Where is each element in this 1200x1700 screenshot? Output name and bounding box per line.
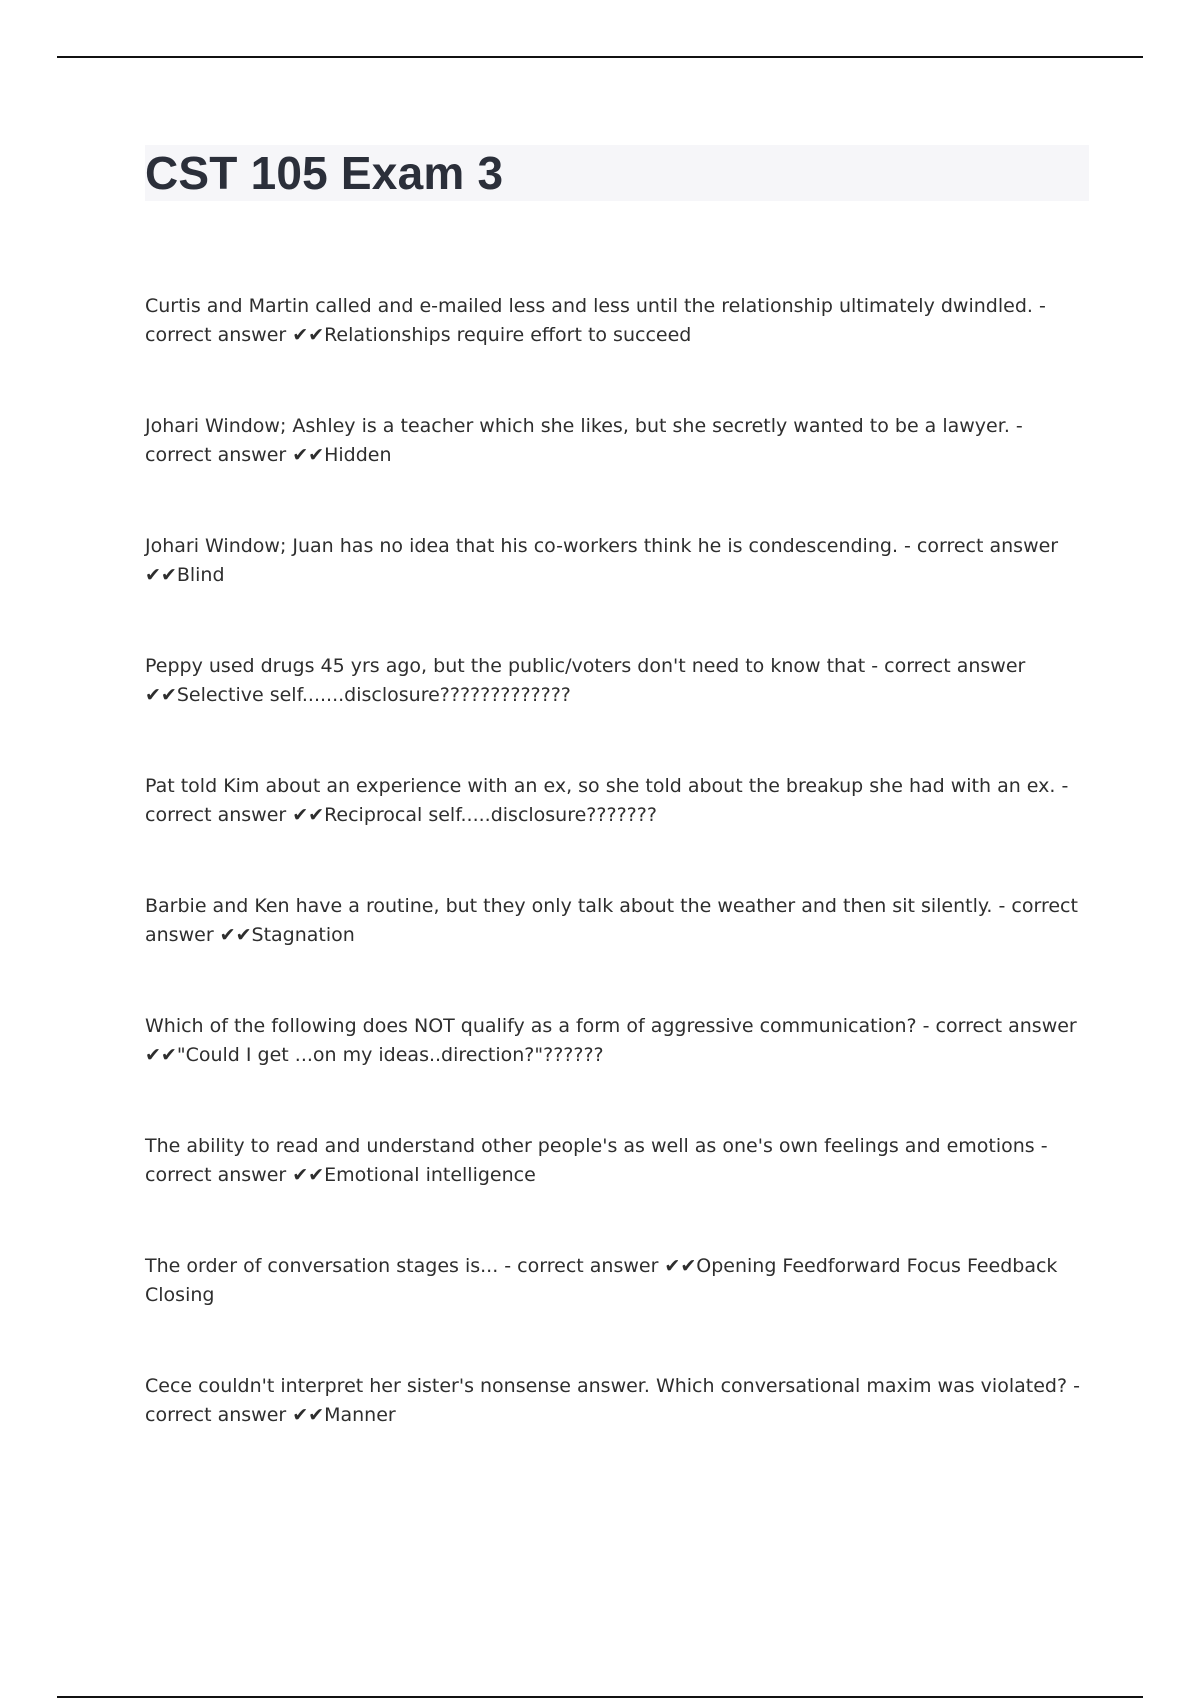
title-banner: [145, 145, 1089, 201]
qa-separator: - correct answer: [145, 775, 1069, 826]
qa-item-9: [145, 1252, 1090, 1310]
qa-answer: Blind: [176, 564, 225, 586]
qa-item-7: [145, 1012, 1090, 1070]
checkmark-icon: ✔✔: [292, 444, 325, 466]
checkmark-icon: ✔✔: [292, 804, 325, 826]
qa-question: The ability to read and understand other people's as well as one's own feelings and emotions: [145, 1135, 1035, 1157]
qa-answer: Manner: [324, 1404, 396, 1426]
qa-question: The order of conversation stages is...: [145, 1255, 499, 1277]
qa-question: Curtis and Martin called and e-mailed less and less until the relationship ultimately dwindled.: [145, 295, 1033, 317]
qa-separator: - correct answer: [145, 1135, 1048, 1186]
checkmark-icon: ✔✔: [145, 564, 177, 586]
qa-question: Cece couldn't interpret her sister's nonsense answer. Which conversational maxim was violated?: [145, 1375, 1068, 1397]
top-rule: [57, 56, 1143, 58]
qa-list: [145, 292, 1090, 1492]
qa-item-2: [145, 412, 1090, 470]
qa-separator: - correct answer: [916, 1015, 1077, 1037]
qa-separator: - correct answer: [145, 895, 1078, 946]
qa-answer: Stagnation: [251, 924, 355, 946]
qa-item-4: [145, 652, 1090, 710]
qa-answer: Hidden: [324, 444, 392, 466]
qa-question: Johari Window; Juan has no idea that his co-workers think he is condescending.: [145, 535, 898, 557]
qa-answer: Relationships require effort to succeed: [324, 324, 692, 346]
qa-separator: - correct answer: [145, 295, 1046, 346]
qa-item-10: [145, 1372, 1090, 1430]
qa-answer: Opening Feedforward Focus Feedback Closing: [145, 1255, 1058, 1306]
checkmark-icon: ✔✔: [292, 324, 325, 346]
qa-item-3: [145, 532, 1090, 590]
checkmark-icon: ✔✔: [145, 1044, 177, 1066]
qa-question: Which of the following does NOT qualify as a form of aggressive communication?: [145, 1015, 917, 1037]
bottom-rule: [57, 1696, 1143, 1698]
qa-item-5: [145, 772, 1090, 830]
qa-question: Pat told Kim about an experience with an ex, so she told about the breakup she had with an ex.: [145, 775, 1056, 797]
qa-separator: - correct answer: [498, 1255, 665, 1277]
qa-separator: - correct answer: [145, 1375, 1080, 1426]
qa-answer: "Could I get ...on my ideas..direction?"??????: [176, 1044, 604, 1066]
qa-answer: Selective self.......disclosure?????????????: [176, 684, 571, 706]
checkmark-icon: ✔✔: [664, 1255, 697, 1277]
qa-question: Johari Window; Ashley is a teacher which she likes, but she secretly wanted to be a lawyer.: [145, 415, 1010, 437]
checkmark-icon: ✔✔: [292, 1164, 325, 1186]
checkmark-icon: ✔✔: [219, 924, 252, 946]
qa-separator: - correct answer: [145, 415, 1023, 466]
qa-answer: Emotional intelligence: [324, 1164, 536, 1186]
checkmark-icon: ✔✔: [292, 1404, 325, 1426]
page-title: CST 105 Exam 3: [145, 147, 504, 199]
qa-item-1: [145, 292, 1090, 350]
qa-item-6: [145, 892, 1090, 950]
checkmark-icon: ✔✔: [145, 684, 177, 706]
qa-separator: - correct answer: [865, 655, 1026, 677]
qa-question: Barbie and Ken have a routine, but they only talk about the weather and then sit silently.: [145, 895, 993, 917]
qa-question: Peppy used drugs 45 yrs ago, but the public/voters don't need to know that: [145, 655, 866, 677]
qa-answer: Reciprocal self.....disclosure???????: [324, 804, 657, 826]
qa-separator: - correct answer: [897, 535, 1059, 557]
qa-item-8: [145, 1132, 1090, 1190]
